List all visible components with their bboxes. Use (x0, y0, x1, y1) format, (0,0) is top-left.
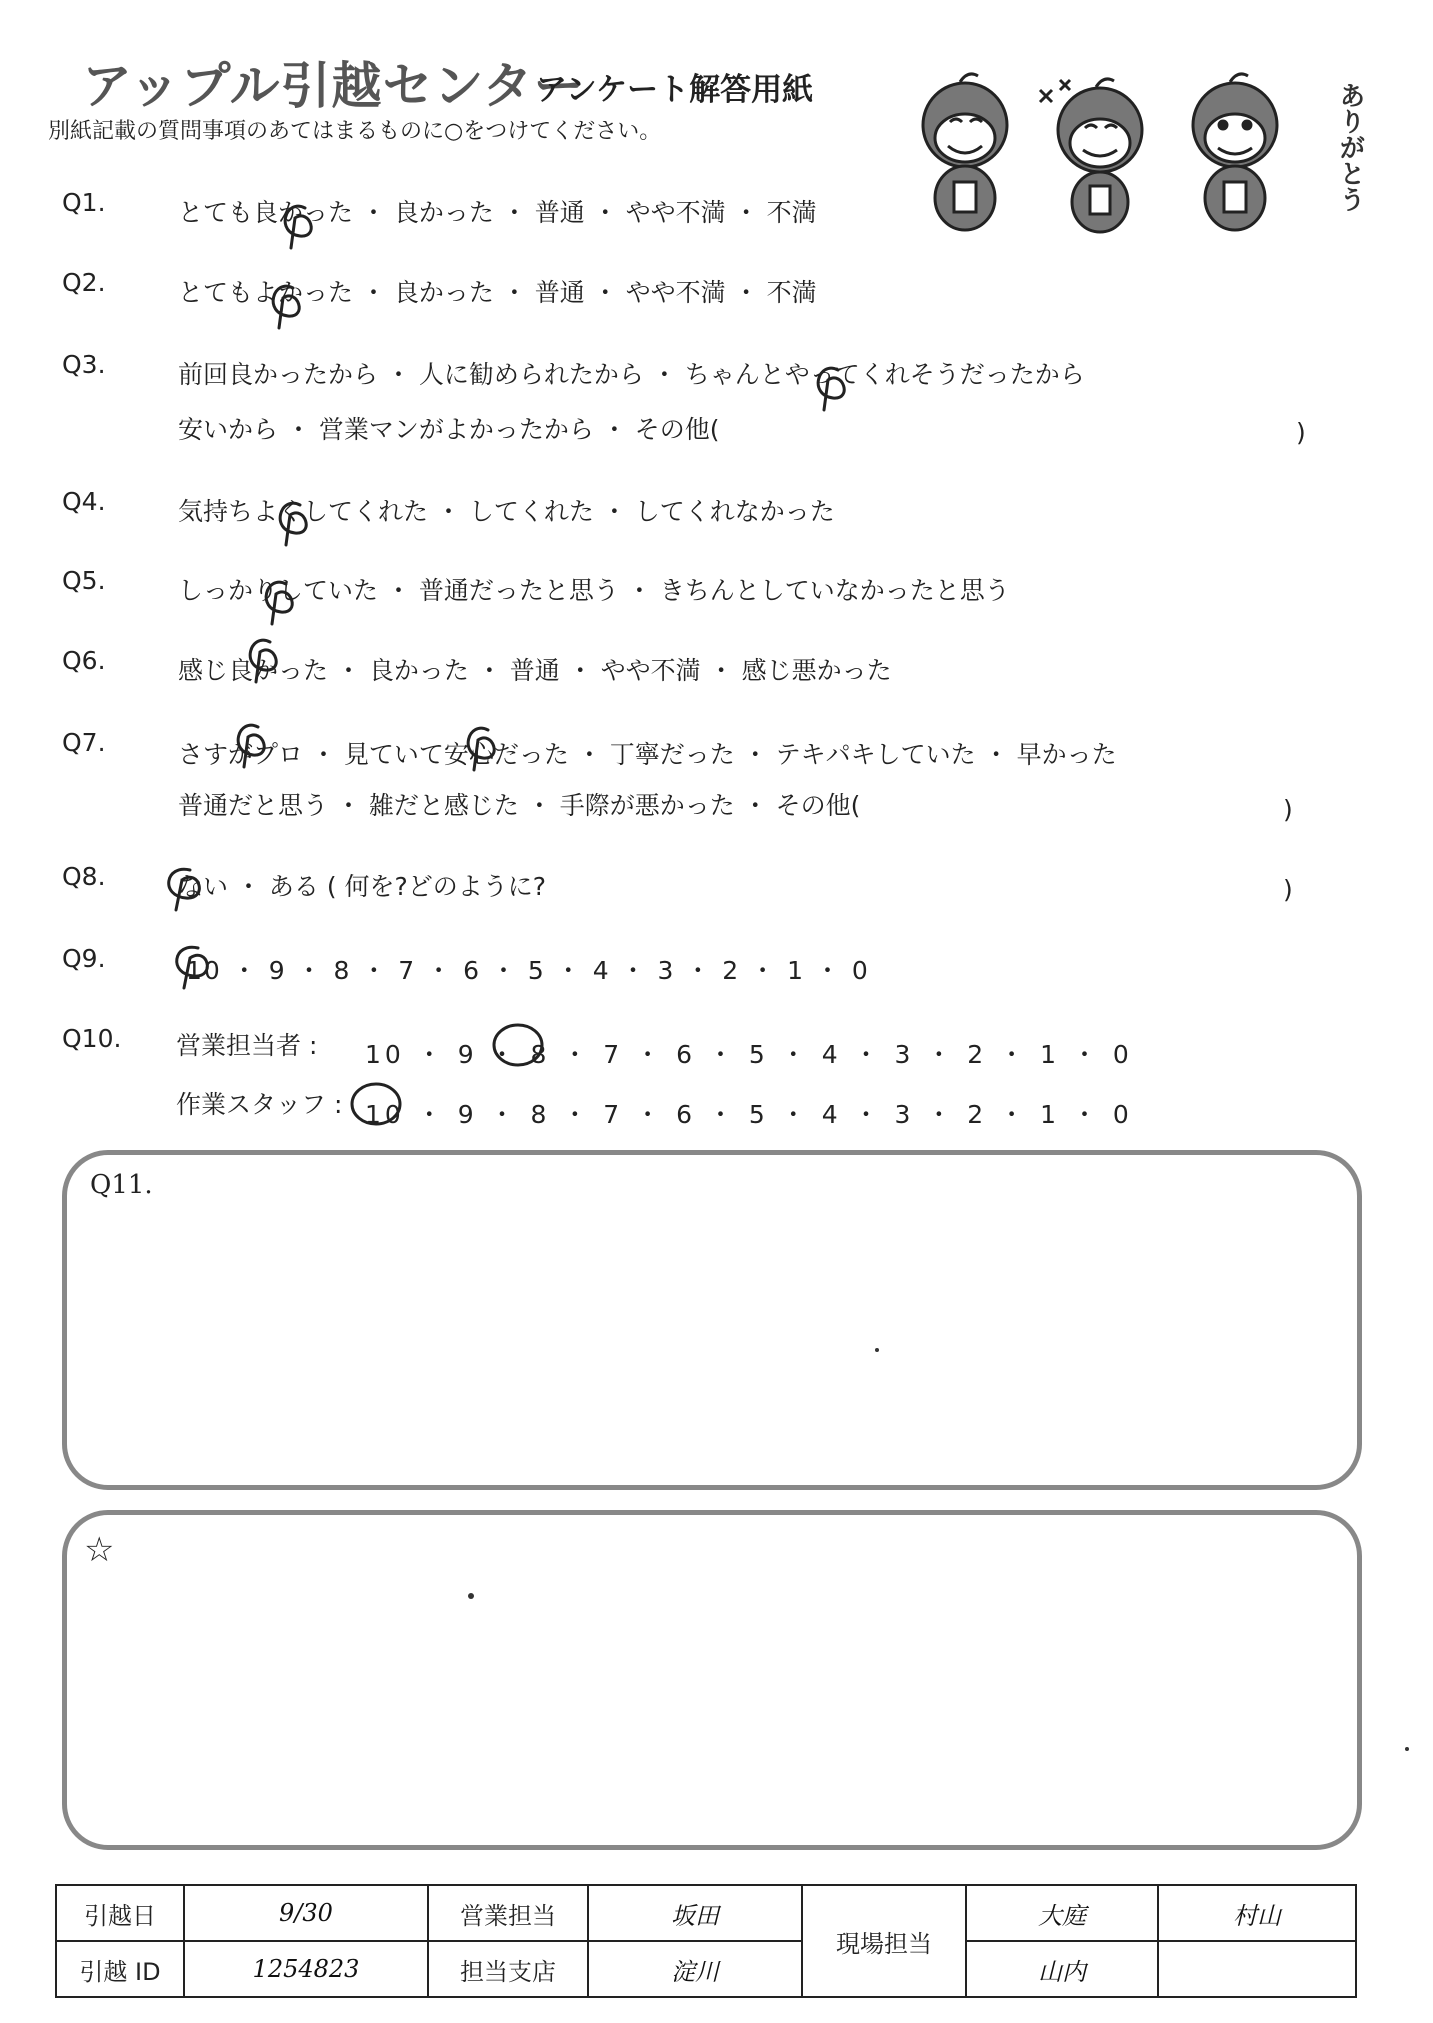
instruction-text: 別紙記載の質問事項のあてはまるものに○をつけてください。 (48, 119, 662, 144)
q11-label: Q11. (90, 1170, 153, 1200)
site-staff-value-1: 大庭 (966, 1885, 1158, 1941)
q10-staff-scale: 10 ・ 9 ・ 8 ・ 7 ・ 6 ・ 5 ・ 4 ・ 3 ・ 2 ・ 1 ・ 0 (365, 1100, 1133, 1129)
brand-title: アップル引越センター (82, 57, 585, 115)
q7-options-line1: さすがプロ ・ 見ていて安心だった ・ 丁寧だった ・ テキパキしていた ・ 早かった (178, 740, 1117, 769)
q4-label: Q4. (62, 487, 106, 516)
move-id-label: 引越 ID (56, 1941, 184, 1997)
q10-label: Q10. (62, 1024, 122, 1053)
q8-close-paren: ) (1283, 875, 1293, 904)
q10-sales-scale: 10 ・ 9 ・ 8 ・ 7 ・ 6 ・ 5 ・ 4 ・ 3 ・ 2 ・ 1 ・ 0 (365, 1040, 1133, 1069)
q5-options: しっかりしていた ・ 普通だったと思う ・ きちんとしていなかったと思う (178, 576, 1010, 605)
q3-options-line2: 安いから ・ 営業マンがよかったから ・ その他( (178, 415, 720, 444)
sales-rep-label: 営業担当 (428, 1885, 588, 1941)
footer-info-table (55, 1884, 1357, 1998)
q2-label: Q2. (62, 268, 106, 297)
move-date-label: 引越日 (56, 1885, 184, 1941)
site-staff-value-2: 村山 (1158, 1885, 1356, 1941)
star-label: ☆ (84, 1530, 115, 1570)
site-staff-value-3: 山内 (966, 1941, 1158, 1997)
q10-staff-label: 作業スタッフ : (176, 1090, 343, 1119)
branch-label: 担当支店 (428, 1941, 588, 1997)
q3-close-paren: ) (1296, 418, 1306, 447)
q7-options-line2: 普通だと思う ・ 雑だと感じた ・ 手際が悪かった ・ その他( (178, 791, 861, 820)
speck (875, 1348, 879, 1352)
q8-options: ない ・ ある ( 何を?どのように? (178, 872, 547, 901)
q9-label: Q9. (62, 944, 106, 973)
q6-options: 感じ良かった ・ 良かった ・ 普通 ・ やや不満 ・ 感じ悪かった (178, 656, 892, 685)
site-staff-value-4 (1158, 1941, 1356, 1997)
move-date-value: 9/30 (184, 1885, 428, 1941)
q6-label: Q6. (62, 646, 106, 675)
sales-rep-value: 坂田 (588, 1885, 802, 1941)
q10-sales-label: 営業担当者 : (176, 1031, 318, 1060)
site-staff-label: 現場担当 (802, 1885, 966, 1997)
speck (1405, 1747, 1409, 1751)
speck (468, 1593, 474, 1599)
q3-label: Q3. (62, 350, 106, 379)
q1-label: Q1. (62, 188, 106, 217)
q4-options: 気持ちよくしてくれた ・ してくれた ・ してくれなかった (178, 497, 835, 526)
move-id-value: 1254823 (184, 1941, 428, 1997)
q7-label: Q7. (62, 728, 106, 757)
q1-options: とても良かった ・ 良かった ・ 普通 ・ やや不満 ・ 不満 (178, 198, 817, 227)
mascot-caption: ありがとう (1335, 82, 1365, 212)
q7-close-paren: ) (1283, 795, 1293, 824)
form-subtitle: アンケート解答用紙 (536, 72, 814, 108)
monkey-mascots-illustration (910, 70, 1350, 245)
q2-options: とてもよかった ・ 良かった ・ 普通 ・ やや不満 ・ 不満 (178, 278, 817, 307)
q8-label: Q8. (62, 862, 106, 891)
q5-label: Q5. (62, 566, 106, 595)
q9-scale: 10 ・ 9 ・ 8 ・ 7 ・ 6 ・ 5 ・ 4 ・ 3 ・ 2 ・ 1 ・ 0 (186, 956, 870, 985)
free-comment-box (62, 1510, 1362, 1850)
branch-value: 淀川 (588, 1941, 802, 1997)
q11-comment-box (62, 1150, 1362, 1490)
q3-options-line1: 前回良かったから ・ 人に勧められたから ・ ちゃんとやってくれそうだったから (178, 360, 1085, 389)
